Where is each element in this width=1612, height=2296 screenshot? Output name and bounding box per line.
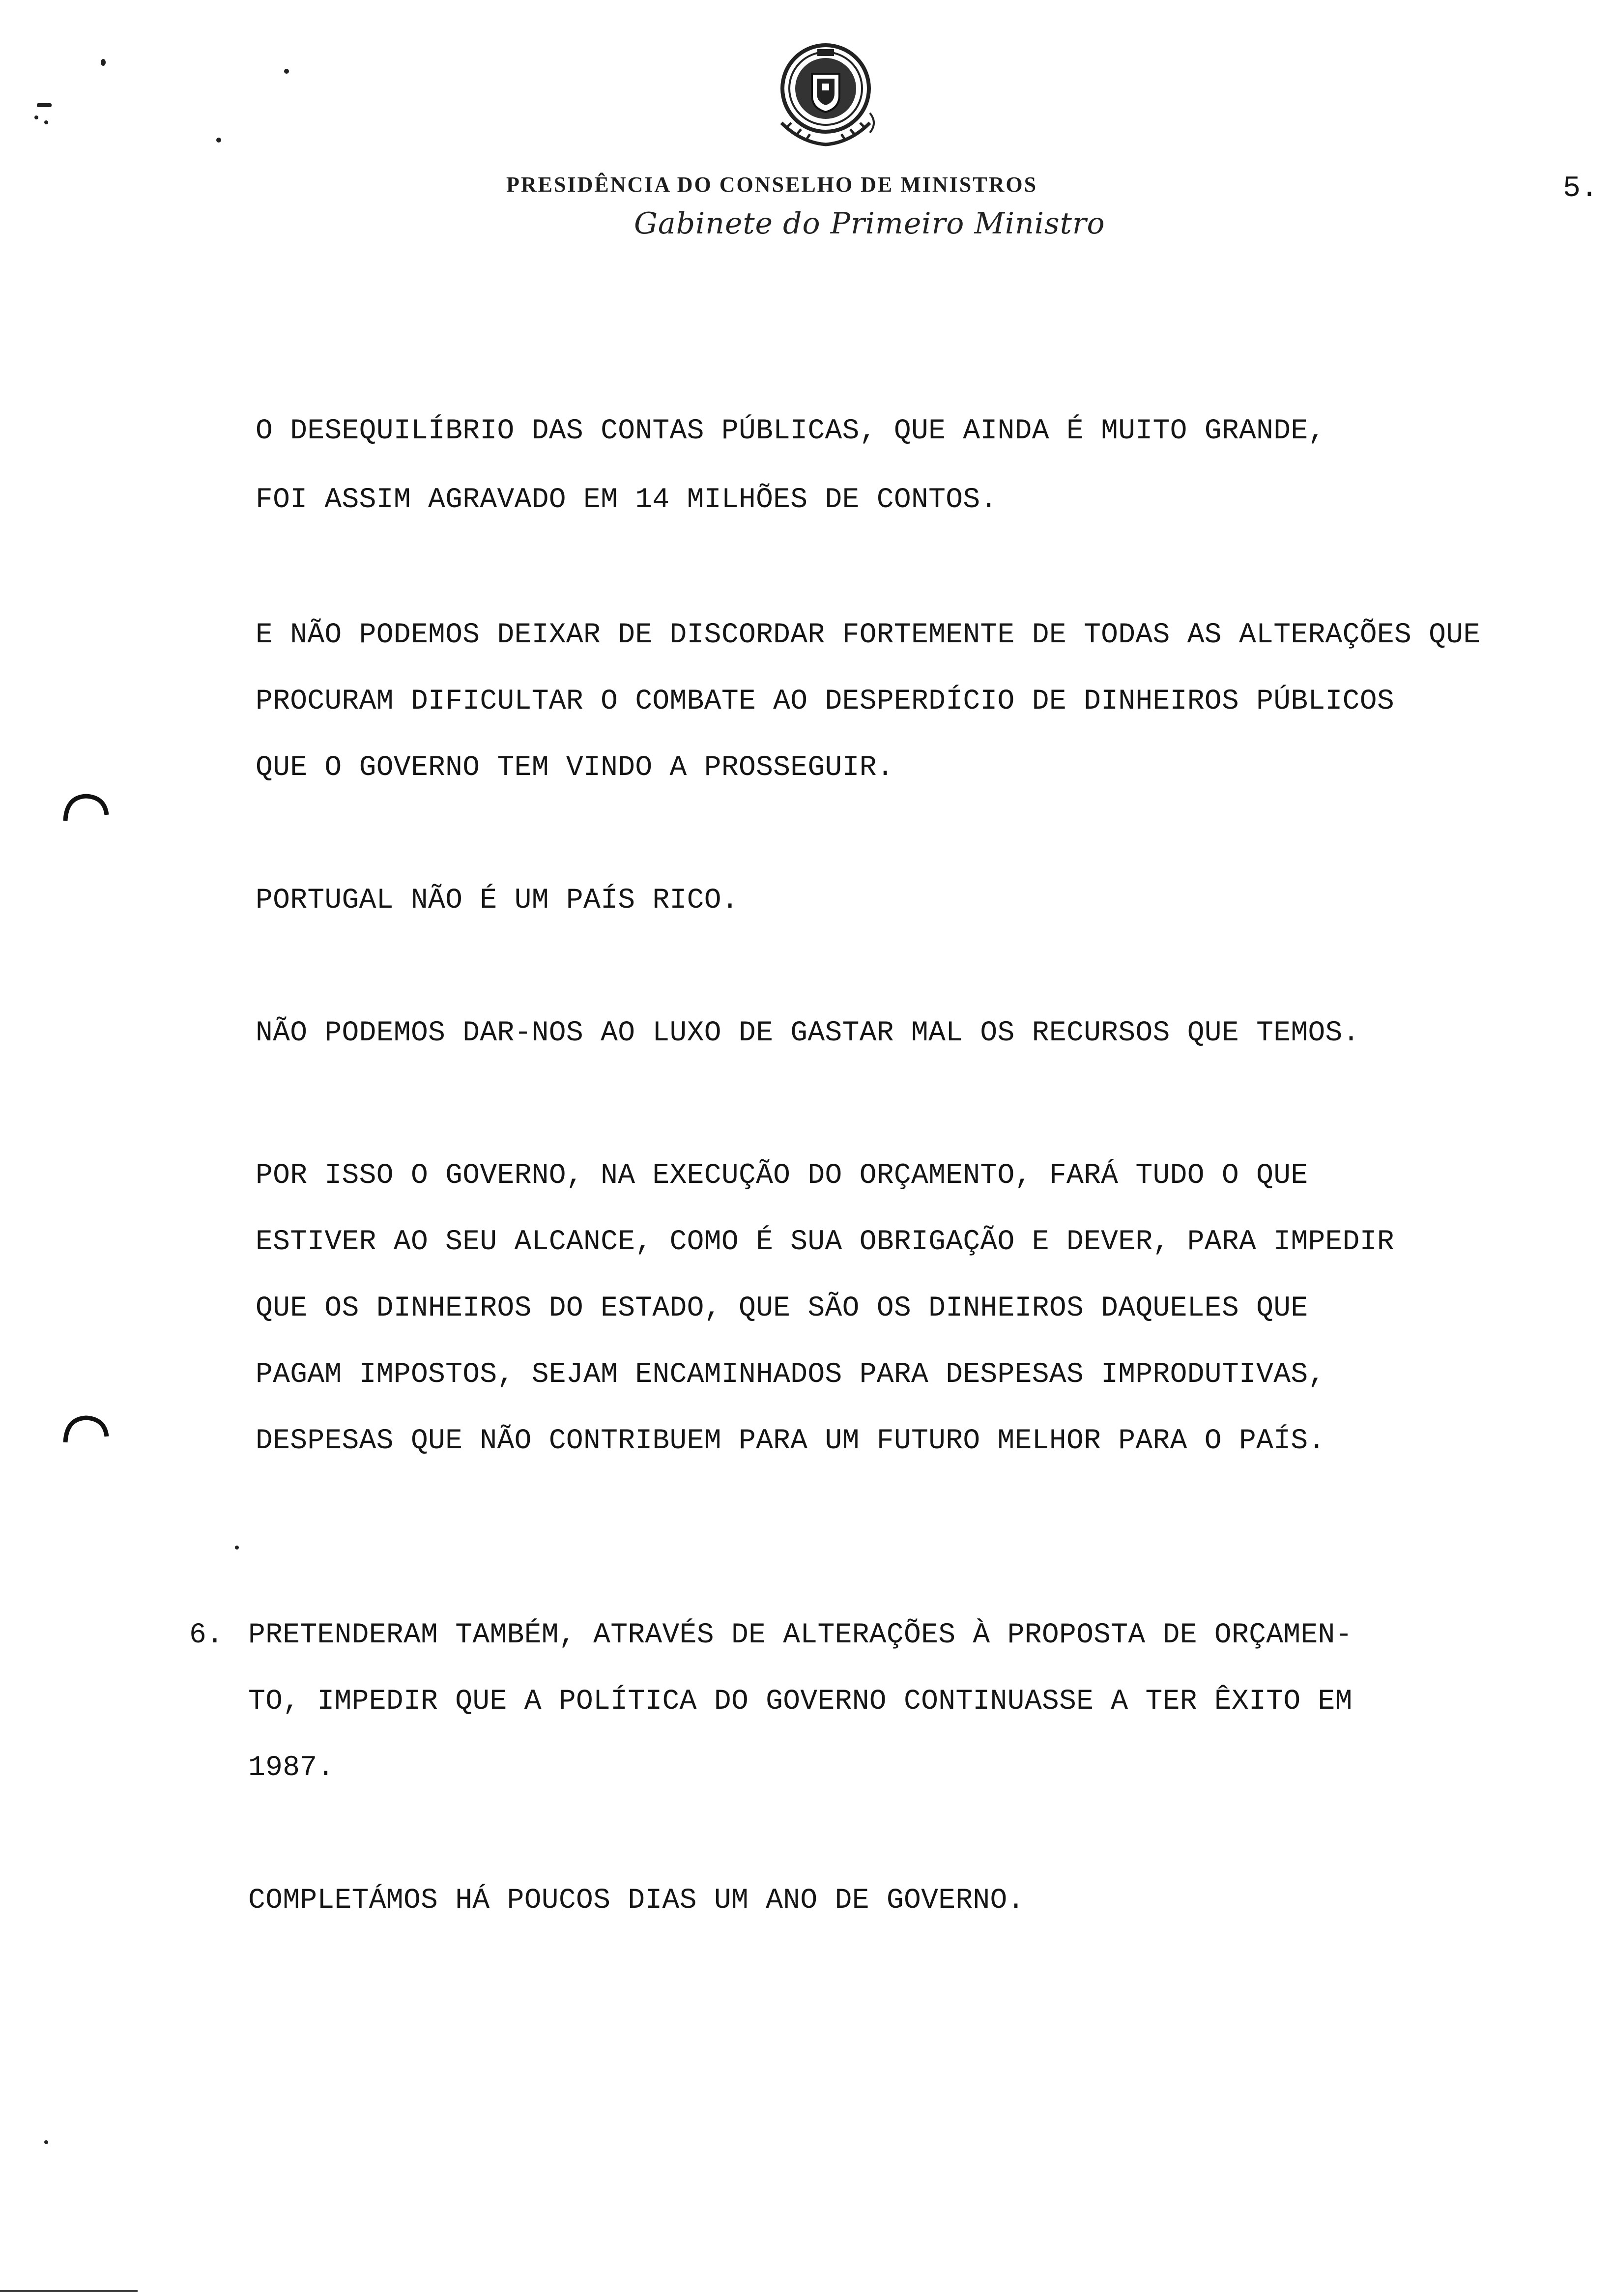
speck bbox=[235, 1546, 239, 1550]
paragraph-line: QUE OS DINHEIROS DO ESTADO, QUE SÃO OS DINHEIROS DAQUELES QUE bbox=[256, 1292, 1308, 1324]
paragraph-line: QUE O GOVERNO TEM VINDO A PROSSEGUIR. bbox=[256, 752, 894, 784]
paragraph-line: PORTUGAL NÃO É UM PAÍS RICO. bbox=[256, 885, 739, 917]
page-number: 5. bbox=[1563, 172, 1599, 205]
speck bbox=[44, 120, 48, 124]
paragraph-line: E NÃO PODEMOS DEIXAR DE DISCORDAR FORTEMENTE DE TODAS AS ALTERAÇÕES QUE bbox=[256, 619, 1481, 651]
speck bbox=[284, 69, 289, 74]
paragraph-line: DESPESAS QUE NÃO CONTRIBUEM PARA UM FUTURO MELHOR PARA O PAÍS. bbox=[256, 1425, 1325, 1457]
speck bbox=[34, 115, 38, 119]
paragraph-line: FOI ASSIM AGRAVADO EM 14 MILHÕES DE CONTOS. bbox=[256, 484, 998, 516]
paragraph-line: NÃO PODEMOS DAR-NOS AO LUXO DE GASTAR MAL OS RECURSOS QUE TEMOS. bbox=[256, 1017, 1360, 1049]
header-title: PRESIDÊNCIA DO CONSELHO DE MINISTROS bbox=[506, 172, 1038, 197]
coat-of-arms-icon bbox=[767, 39, 885, 157]
list-item-line: TO, IMPEDIR QUE A POLÍTICA DO GOVERNO CONTINUASSE A TER ÊXITO EM bbox=[248, 1686, 1353, 1718]
paragraph-line: PROCURAM DIFICULTAR O COMBATE AO DESPERDÍCIO DE DINHEIROS PÚBLICOS bbox=[256, 686, 1394, 718]
list-item-number: 6. bbox=[189, 1619, 224, 1651]
list-item-line: PRETENDERAM TAMBÉM, ATRAVÉS DE ALTERAÇÕES À PROPOSTA DE ORÇAMEN- bbox=[248, 1619, 1353, 1651]
list-item-line: 1987. bbox=[248, 1752, 335, 1784]
hole-punch-mark-icon bbox=[61, 1413, 111, 1447]
paragraph-line: PAGAM IMPOSTOS, SEJAM ENCAMINHADOS PARA DESPESAS IMPRODUTIVAS, bbox=[256, 1359, 1325, 1391]
paragraph-line: O DESEQUILÍBRIO DAS CONTAS PÚBLICAS, QUE AINDA É MUITO GRANDE, bbox=[256, 415, 1325, 447]
speck bbox=[101, 59, 106, 66]
speck bbox=[216, 138, 221, 143]
paragraph-line: POR ISSO O GOVERNO, NA EXECUÇÃO DO ORÇAMENTO, FARÁ TUDO O QUE bbox=[256, 1160, 1308, 1192]
speck bbox=[37, 103, 52, 107]
speck bbox=[44, 2140, 48, 2144]
bottom-edge-line bbox=[0, 2290, 138, 2292]
hole-punch-mark-icon bbox=[61, 791, 111, 826]
header-subtitle: Gabinete do Primeiro Ministro bbox=[634, 206, 1105, 241]
paragraph-line: COMPLETÁMOS HÁ POUCOS DIAS UM ANO DE GOVERNO. bbox=[248, 1885, 1025, 1917]
paragraph-line: ESTIVER AO SEU ALCANCE, COMO É SUA OBRIGAÇÃO E DEVER, PARA IMPEDIR bbox=[256, 1226, 1394, 1258]
